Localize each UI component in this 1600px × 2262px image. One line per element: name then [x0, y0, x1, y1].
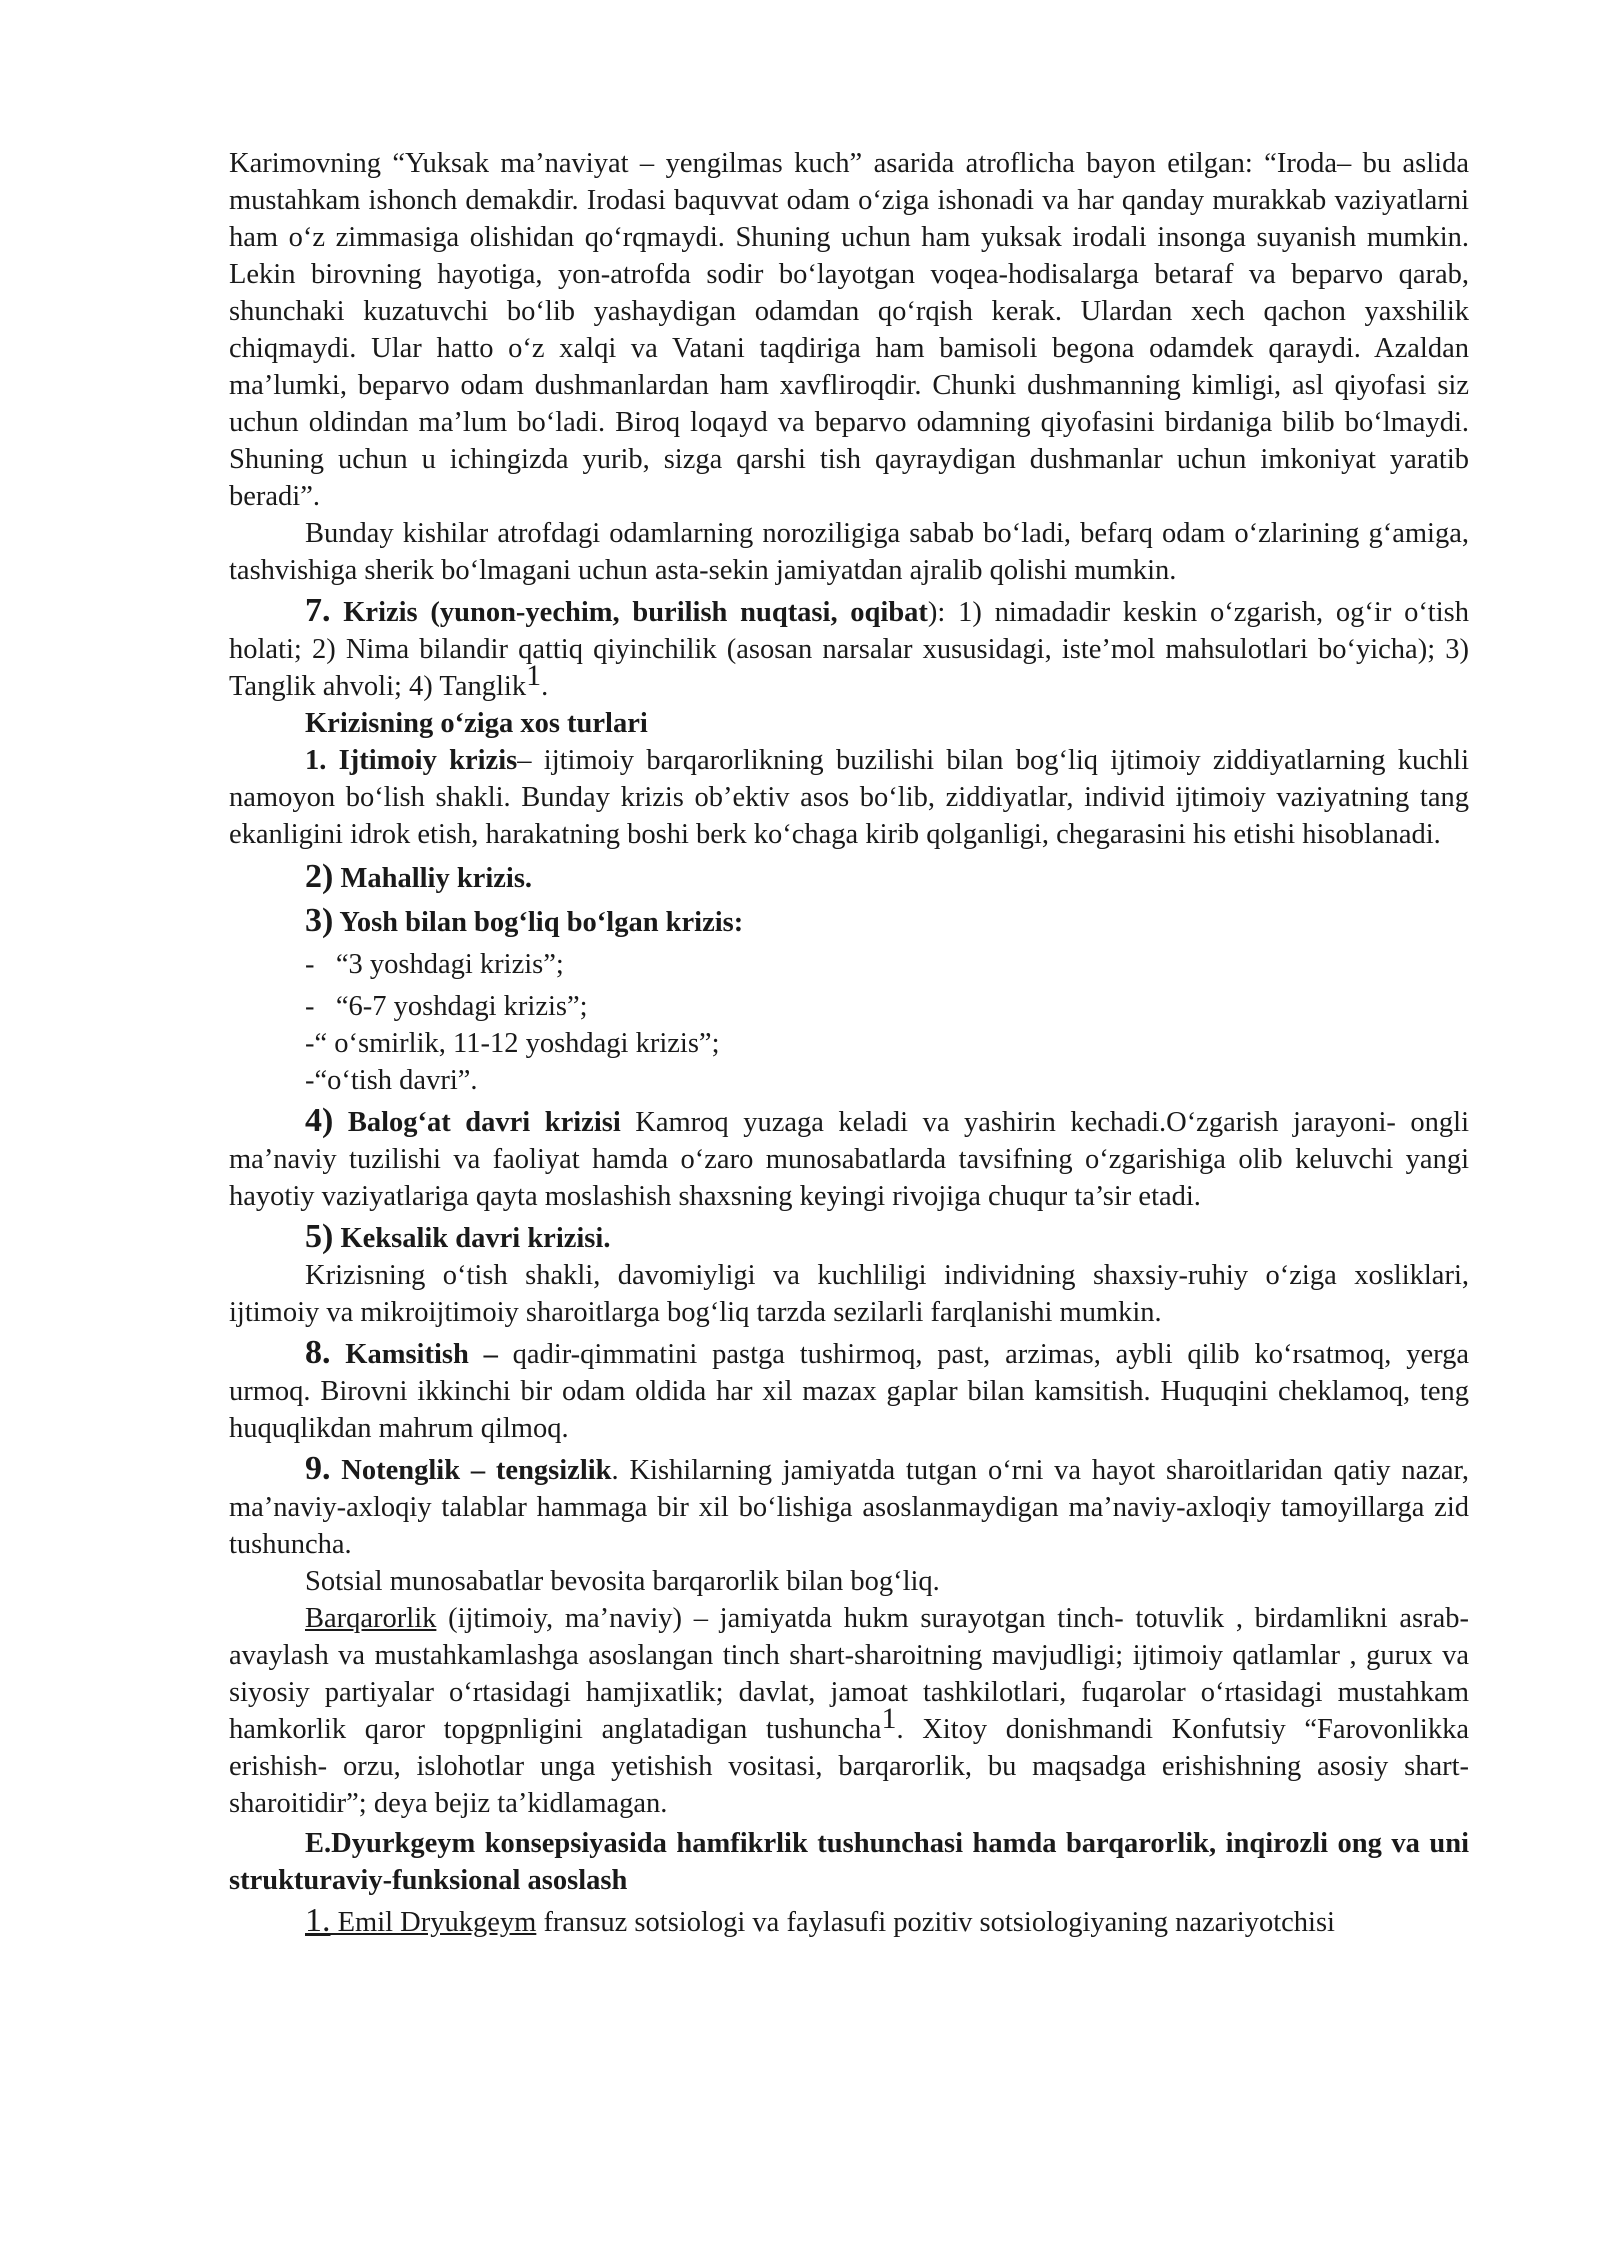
- paragraph-notenglik: [229, 1450, 1469, 1563]
- paragraph-barqarorlik: [229, 1600, 1469, 1822]
- item-number: 5): [305, 1218, 334, 1255]
- term: 1. Ijtimoiy krizis: [305, 745, 518, 776]
- list-item-transition: -“o‘tish davri”.: [305, 1065, 478, 1096]
- period: .: [541, 671, 549, 702]
- item-label: Keksalik davri krizisi.: [333, 1223, 611, 1254]
- definition-text-continued: . Xitoy donishmandi Konfutsiy “Farovonlikka erishish- orzu, islohotlar unga yetishish vositasi, barqarorlik, bu maqsadga erishishning asosiy shart- sharoitidir”; deya bejiz ta’kidlamagan.: [229, 1714, 1470, 1819]
- item-number: 4): [305, 1102, 334, 1139]
- term: Balog‘at davri krizisi: [333, 1107, 621, 1138]
- item-number: 9.: [305, 1450, 331, 1487]
- list-item-age-6-7: - “6-7 yoshdagi krizis”;: [305, 991, 588, 1022]
- definition-text: ): 1) nimadadir keskin o‘zgarish, og‘ir o‘tish holati; 2) Nima bilandir qattiq qiyinchilik (asosan narsalar xususidagi, iste’mol mahsulotlari bo‘yicha); 3) Tanglik ahvoli; 4) Tanglik: [229, 597, 1469, 702]
- paragraph-krizis-definition: [229, 592, 1469, 705]
- item-number: 1.: [305, 1902, 331, 1939]
- term: Emil Dryukgeym: [330, 1907, 537, 1938]
- footnote-ref: 1: [881, 1702, 897, 1735]
- definition-text: – ijtimoiy barqarorlikning buzilishi bilan bog‘liq ijtimoiy ziddiyatlarning kuchli namoyon bo‘lish shakli. Bunday krizis ob’ektiv asos bo‘lib, ziddiyatlar, individ ijtimoiy vaziyatning tang ekanligini idrok etish, harakatning boshi berk ko‘chaga kirib qolganligi, chegarasini his etishi hisoblanadi.: [229, 745, 1469, 850]
- definition-text: Kamroq yuzaga keladi va yashirin kechadi.O‘zgarish jarayoni- ongli ma’naviy tuzilishi va faoliyat hamda o‘zaro munosabatlarda tavsifning o‘zgarishiga olib keluvchi yangi hayotiy vaziyatlariga qayta moslashish shaxsning keyingi rivojiga chuqur ta’sir etadi.: [229, 1107, 1469, 1212]
- paragraph-puberty-crisis: [229, 1102, 1469, 1215]
- item-number: 8.: [305, 1334, 331, 1371]
- list-item-age-3: - “3 yoshdagi krizis”;: [305, 949, 564, 980]
- heading-durkheim: E.Dyurkgeym konsepsiyasida hamfikrlik tushunchasi hamda barqarorlik, inqirozli ong va uni strukturaviy-funksional asoslash: [229, 1828, 1469, 1896]
- list-item-adolescence: -“ o‘smirlik, 11-12 yoshdagi krizis”;: [305, 1028, 720, 1059]
- paragraph-kamsitish: [229, 1334, 1469, 1447]
- term: Barqarorlik: [305, 1603, 437, 1634]
- paragraph-social-relations: Sotsial munosabatlar bevosita barqarorlik bilan bog‘liq.: [305, 1566, 940, 1597]
- footnote-ref: 1: [526, 659, 542, 692]
- item-number: 3): [305, 902, 334, 939]
- item-label: Yosh bilan bog‘liq bo‘lgan krizis:: [333, 907, 744, 938]
- term: Notenglik – tengsizlik: [330, 1455, 612, 1486]
- document-page: [229, 145, 1469, 1941]
- definition-text: fransuz sotsiologi va faylasufi pozitiv sotsiologiyaning nazariyotchisi: [536, 1907, 1335, 1938]
- term: Kamsitish –: [330, 1339, 498, 1370]
- definition-text: . Kishilarning jamiyatda tutgan o‘rni va hayot sharoitlaridan qatiy nazar, ma’naviy-axloqiy talablar hammaga bir xil bo‘lishiga asoslanmaydigan ma’naviy-axloqiy tamoyillarga zid tushuncha.: [229, 1455, 1469, 1560]
- definition-text: (ijtimoiy, ma’naviy) – jamiyatda hukm surayotgan tinch- totuvlik , birdamlikni asrab- avaylash va mustahkamlashga asoslangan tinch shart-sharoitning mavjudligi; ijtimoiy qatlamlar , gurux va siyosiy partiyalar o‘rtasidagi hamjixatlik; davlat, jamoat tashkilotlari, fuqarolar o‘rtasidagi mustahkam hamkorlik qaror topgpnligini anglatadigan tushuncha: [229, 1603, 1469, 1745]
- definition-text: qadir-qimmatini pastga tushirmoq, past, arzimas, aybli qilib ko‘rsatmoq, yerga urmoq. Birovni ikkinchi bir odam oldida har xil mazax gaplar bilan kamsitish. Huquqini cheklamoq, teng huquqlikdan mahrum qilmoq.: [229, 1339, 1469, 1444]
- item-label: Mahalliy krizis.: [333, 863, 533, 894]
- paragraph-crisis-forms: Krizisning o‘tish shakli, davomiyligi va kuchliligi individning shaxsiy-ruhiy o‘ziga xosliklari, ijtimoiy va mikroijtimoiy sharoitlarga bog‘liq tarzda sezilarli farqlanishi mumkin.: [229, 1260, 1469, 1328]
- heading-krizis-types: Krizisning o‘ziga xos turlari: [305, 708, 648, 739]
- paragraph-indifferent-people: Bunday kishilar atrofdagi odamlarning noroziligiga sabab bo‘ladi, befarq odam o‘zlarining g‘amiga, tashvishiga sherik bo‘lmagani uchun asta-sekin jamiyatdan ajralib qolishi mumkin.: [229, 518, 1469, 586]
- item-number: 2): [305, 858, 334, 895]
- paragraph-emil-durkheim: [229, 1902, 1469, 1941]
- list-item-old-age-crisis: [229, 1218, 1469, 1257]
- term: Krizis (yunon-yechim, burilish nuqtasi, oqibat: [330, 597, 928, 628]
- list-item-local-crisis: [229, 858, 1469, 897]
- list-item-age-crisis: [229, 902, 1469, 941]
- paragraph-karimov-quote: Karimovning “Yuksak ma’naviyat – yengilmas kuch” asarida atroflicha bayon etilgan: “Iroda– bu aslida mustahkam ishonch demakdir. Irodasi baquvvat odam o‘ziga ishonadi va har qanday murakkab vaziyatlarni ham o‘z zimmasiga olishidan qo‘rqmaydi. Shuning uchun ham yuksak irodali insonga suyanish mumkin. Lekin birovning hayotiga, yon-atrofda sodir bo‘layotgan voqea-hodisalarga betaraf va beparvo qarab, shunchaki kuzatuvchi bo‘lib yashaydigan odamdan qo‘rqish kerak. Ulardan xech qachon yaxshilik chiqmaydi. Ular hatto o‘z xalqi va Vatani taqdiriga ham bamisoli begona odamdek qaraydi. Azaldan ma’lumki, beparvo odam dushmanlardan ham xavfliroqdir. Chunki dushmanning kimligi, asl qiyofasi siz uchun oldindan ma’lum bo‘ladi. Biroq loqayd va beparvo odamning qiyofasini birdaniga bilib bo‘lmaydi. Shuning uchun u ichingizda yurib, sizga qarshi tish qayraydigan dushmanlar uchun imkoniyat yaratib beradi”.: [229, 148, 1469, 512]
- paragraph-social-crisis: [229, 742, 1469, 853]
- item-number: 7.: [305, 592, 331, 629]
